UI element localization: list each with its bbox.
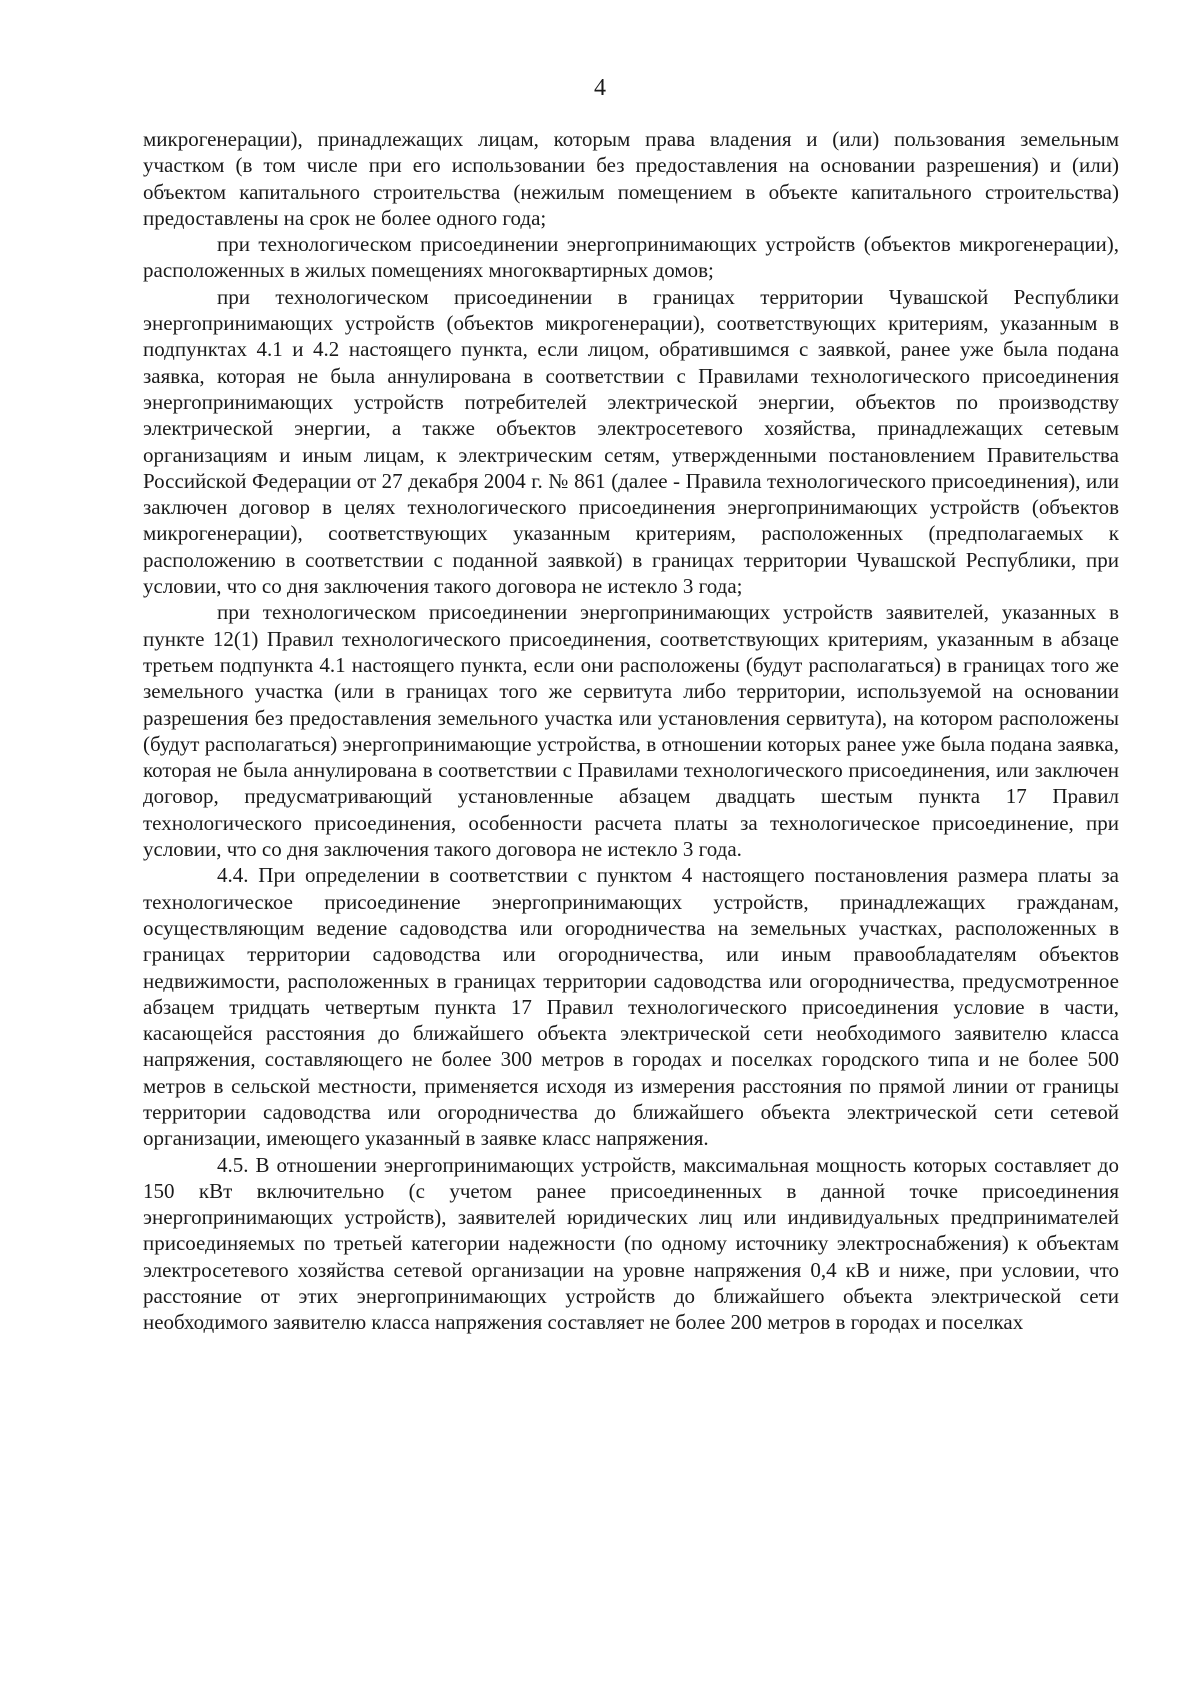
paragraph-1: микрогенерации), принадлежащих лицам, которым права владения и (или) пользования земельным участком (в том числе при его использовании без предоставления на основании разрешения) и (или) объектом капитального строительства (нежилым помещением в объекте капитального строительства) предоставлены на срок не более одного года; bbox=[143, 127, 1119, 230]
document-body bbox=[143, 126, 1119, 1336]
paragraph-4-4: 4.4. При определении в соответствии с пунктом 4 настоящего постановления размера платы за технологическое присоединение энергопринимающих устройств, принадлежащих гражданам, осуществляющим ведение садоводства или огородничества на земельных участках, расположенных в границах территории садоводства или огородничества, или иным правообладателям объектов недвижимости, расположенных в границах территории садоводства или огородничества, предусмотренное абзацем тридцать четвертым пункта 17 Правил технологического присоединения условие в части, касающейся расстояния до ближайшего объекта электрической сети необходимого заявителю класса напряжения, составляющего не более 300 метров в городах и поселках городского типа и не более 500 метров в сельской местности, применяется исходя из измерения расстояния по прямой линии от границы территории садоводства или огородничества до ближайшего объекта электрической сети сетевой организации, имеющего указанный в заявке класс напряжения. bbox=[143, 863, 1119, 1151]
paragraph-2: при технологическом присоединении энергопринимающих устройств (объектов микрогенерации), расположенных в жилых помещениях многоквартирных домов; bbox=[143, 232, 1119, 283]
paragraph-3: при технологическом присоединении в границах территории Чувашской Республики энергопринимающих устройств (объектов микрогенерации), соответствующих критериям, указанным в подпунктах 4.1 и 4.2 настоящего пункта, если лицом, обратившимся с заявкой, ранее уже была подана заявка, которая не была аннулирована в соответствии с Правилами технологического присоединения энергопринимающих устройств потребителей электрической энергии, объектов по производству электрической энергии, а также объектов электросетевого хозяйства, принадлежащих сетевым организациям и иным лицам, к электрическим сетям, утвержденными постановлением Правительства Российской Федерации от 27 декабря 2004 г. № 861 (далее - Правила технологического присоединения), или заключен договор в целях технологического присоединения энергопринимающих устройств (объектов микрогенерации), соответствующих указанным критериям, расположенных (предполагаемых к расположению в соответствии с поданной заявкой) в границах территории Чувашской Республики, при условии, что со дня заключения такого договора не истекло 3 года; bbox=[143, 284, 1119, 599]
page-number: 4 bbox=[594, 75, 606, 101]
paragraph-4-5: 4.5. В отношении энергопринимающих устройств, максимальная мощность которых составляет до 150 кВт включительно (с учетом ранее присоединенных в данной точке присоединения энергопринимающих устройств), заявителей юридических лиц или индивидуальных предпринимателей присоединяемых по третьей категории надежности (по одному источнику электроснабжения) к объектам электросетевого хозяйства сетевой организации на уровне напряжения 0,4 кВ и ниже, при условии, что расстояние от этих энергопринимающих устройств до ближайшего объекта электрической сети необходимого заявителю класса напряжения составляет не более 200 метров в городах и поселках bbox=[143, 1152, 1119, 1335]
paragraph-4: при технологическом присоединении энергопринимающих устройств заявителей, указанных в пункте 12(1) Правил технологического присоединения, соответствующих критериям, указанным в абзаце третьем подпункта 4.1 настоящего пункта, если они расположены (будут располагаться) в границах того же земельного участка (или в границах того же сервитута либо территории, используемой на основании разрешения без предоставления земельного участка или установления сервитута), на котором расположены (будут располагаться) энергопринимающие устройства, в отношении которых ранее уже была подана заявка, которая не была аннулирована в соответствии с Правилами технологического присоединения, или заключен договор, предусматривающий установленные абзацем двадцать шестым пункта 17 Правил технологического присоединения, особенности расчета платы за технологическое присоединение, при условии, что со дня заключения такого договора не истекло 3 года. bbox=[143, 600, 1119, 862]
